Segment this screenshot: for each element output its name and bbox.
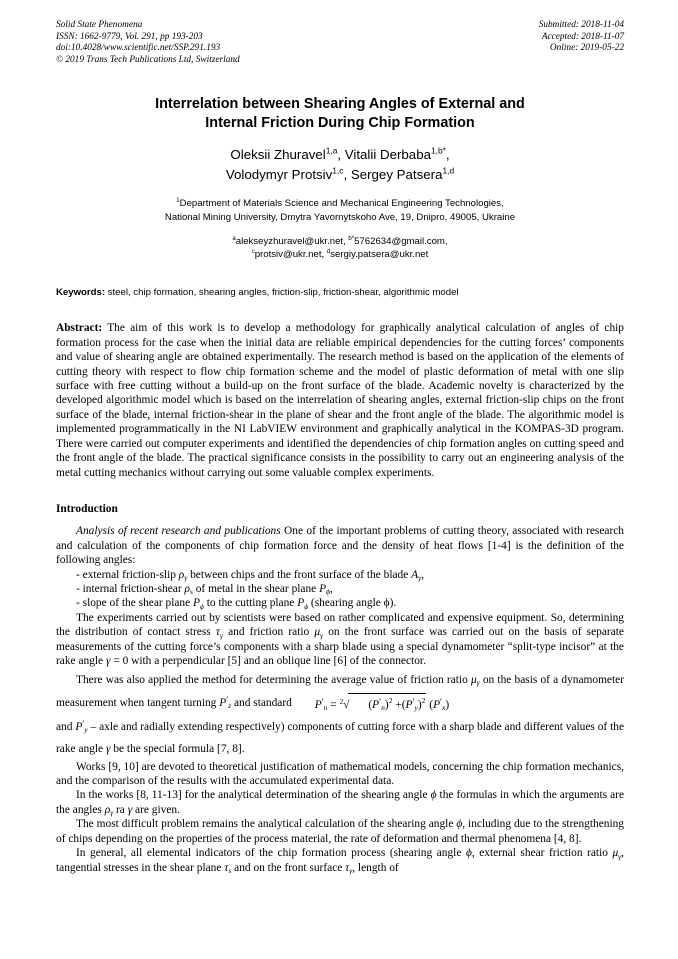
math-subscript: γ	[219, 630, 223, 640]
paragraph-works: Works [9, 10] are devoted to theoretical justification of mathematical models, concerning the chip formation mechanics, and the comparison of the results with the accumulated experimental data.	[56, 760, 624, 788]
formula-term-subscript: n	[381, 703, 385, 713]
math-symbol: A	[411, 568, 419, 581]
bullet-text-mid: of metal in the shear plane	[192, 582, 320, 595]
journal-copyright: © 2019 Trans Tech Publications Ltd, Switzerland	[56, 54, 240, 65]
paragraph-text: The most difficult problem remains the analytical calculation of the shearing angle	[76, 818, 457, 831]
math-subscript: ϕ	[326, 587, 330, 597]
paragraph-text: – axle and radially extending respectively) components of cutting force with a sharp blade and different values of the rake angle	[56, 720, 624, 755]
author-affil-marker: 1,c	[332, 165, 344, 176]
author-affil-marker: 1,a	[325, 145, 338, 156]
page-title	[56, 95, 624, 133]
math-subscript: s	[228, 866, 232, 876]
formula-lhs-symbol: P	[314, 698, 322, 711]
accepted-date: Accepted: 2018-11-07	[541, 31, 624, 42]
keywords-label: Keywords:	[56, 287, 106, 299]
formula-term-symbol: P	[372, 698, 380, 711]
math-symbol-tau: τ	[224, 861, 229, 874]
journal-issn-volume: ISSN: 1662-9779, Vol. 291, pp 193-203	[56, 31, 203, 42]
section-heading-introduction: Introduction	[56, 503, 118, 516]
math-symbol-gamma: γ	[127, 803, 133, 816]
paragraph-text: on the basis of a dynamometer measurement when tangent turning	[56, 673, 624, 709]
email-address[interactable]: 5762634@gmail.com,	[354, 235, 448, 247]
formula-tail-subscript: x	[442, 703, 446, 713]
math-symbol-py: P	[75, 720, 83, 733]
online-date: Online: 2019-05-22	[549, 43, 624, 54]
author-line-1	[56, 145, 624, 165]
math-symbol-mu: μ	[612, 847, 619, 860]
paragraph-analysis	[56, 524, 624, 567]
journal-header-right	[539, 20, 624, 55]
affiliation-line-1	[56, 197, 624, 210]
author-name: Oleksii Zhuravel	[230, 147, 326, 163]
author-separator: ,	[343, 166, 351, 182]
paragraph-formula-continuation	[56, 716, 624, 760]
submitted-date: Submitted: 2018-11-04	[538, 20, 624, 30]
math-subscript: y	[84, 725, 88, 735]
affiliation-marker: 1	[176, 198, 180, 205]
bullet-text-post: ,	[329, 582, 333, 595]
math-subscript: s	[189, 587, 193, 597]
math-subscript: z	[228, 701, 232, 711]
paragraph-most-difficult	[56, 817, 624, 846]
math-symbol: ρ	[184, 582, 190, 595]
email-address[interactable]: alekseyzhuravel@ukr.net,	[235, 235, 349, 247]
abstract-text: The aim of this work is to develop a methodology for graphically analytical calculation of angles of chip formation process for the case when the initial data are reliable empirical dependencies for the cutting forces’ components and value of shearing angle are obtained experimentally. The research method is based on the application of the elements of cutting theory with respect to flow chip formation scheme and the model of plastic deformation of metal with one slip surface with free cutting without a build-up on the front surface of the blade. Academic novelty is characterized by the developed algorithmic model which is based on the interrelation of shearing angles, external friction-slip chips on the front surface of the blade, internal friction-shear in the plane of shear and the front angle of the blade. The algorithmic model is implemented programmatically in the NI LabVIEW environment and graphically analytical in the KOMPAS-3D program. There were carried out computer experiments and identified the dependencies of chip formation angles on cutting speed and the front angle of the blade. The practical significance consists in the possibility to carry out an engineering analysis of the metal cutting mechanics without carrying out some valuable complex experiments.	[56, 322, 624, 479]
paragraph-text: There was also applied the method for determining the average value of friction ratio	[76, 673, 471, 686]
paragraph-text: , tangential stresses in the shear plane	[56, 847, 624, 874]
list-item	[56, 582, 624, 596]
paragraph-text: on the front surface was carried out on the basis of separate measurements of the cutting force’s components with a sharp blade using a special dynamometer “split-type incisor” at the rake angle	[56, 626, 624, 668]
math-symbol-phi: ϕ	[465, 847, 472, 860]
subsection-italic-lead: Analysis of recent research and publications	[76, 525, 281, 538]
prime-mark: ′	[226, 694, 229, 705]
paragraph-text: , length of	[352, 861, 399, 874]
formula-tail-symbol: P	[433, 698, 441, 711]
paragraph-text: ra	[113, 803, 128, 816]
math-subscript: γ	[184, 573, 188, 583]
author-name: Vitalii Derbaba	[344, 147, 431, 163]
paragraph-experiments	[56, 611, 624, 669]
paragraph-text: be the special formula [7, 8].	[110, 742, 245, 755]
bullet-text-pre: - internal friction-shear	[76, 582, 185, 595]
formula-equals: =	[327, 698, 340, 711]
math-symbol-mu: μ	[314, 626, 321, 639]
author-affil-marker: 1,b*	[431, 145, 446, 156]
email-line-1	[56, 235, 624, 248]
paragraph-text: and friction ratio	[222, 626, 315, 639]
math-symbol: ρ	[178, 568, 185, 581]
prime-mark: ′	[412, 696, 415, 707]
prime-mark: ′	[440, 696, 443, 707]
root-index: 2	[339, 697, 344, 706]
affiliation	[56, 197, 624, 223]
math-subscript: ϕ	[304, 601, 309, 611]
paragraph-friction-ratio-formula	[56, 669, 624, 716]
author-separator: ,	[337, 147, 345, 163]
prime-mark: ′	[321, 696, 324, 707]
paragraph-text: and standard	[231, 696, 295, 709]
math-symbol: P	[297, 597, 305, 610]
bullet-text-post: ,	[421, 568, 424, 581]
bullet-text-pre: - external friction-slip	[76, 568, 179, 581]
paragraph-text: are given.	[132, 803, 180, 816]
paragraph-text: The experiments carried out by scientists were based on rather complicated and expensive equipment. So, determining the distribution of contact stress	[56, 611, 624, 639]
math-symbol-phi: ϕ	[456, 818, 463, 831]
paragraph-text: , including due to the strengthening of chips depending on the properties of the process material, the rate of deformation and thermal phenomena [4, 8].	[56, 818, 624, 845]
math-subscript: γ	[110, 808, 114, 818]
formula-exponent: 2	[388, 695, 393, 705]
paragraph-text: In general, all elemental indicators of the chip formation process (shearing angle	[76, 847, 466, 860]
author-name: Volodymyr Protsiv	[225, 166, 333, 182]
math-symbol-gamma: γ	[105, 655, 111, 668]
affiliation-department: Department of Materials Science and Mechanical Engineering Technologies,	[179, 198, 504, 210]
email-marker-c: c	[251, 248, 255, 255]
bullet-text-post: (shearing angle ϕ).	[308, 597, 397, 610]
email-address[interactable]: protsiv@ukr.net,	[254, 248, 327, 260]
affiliation-line-2: National Mining University, Dmytra Yavornytskoho Ave, 19, Dnipro, 49005, Ukraine	[164, 211, 516, 223]
paragraph-text: the formulas in which the arguments are the angles	[56, 789, 624, 816]
formula-term-symbol: P	[405, 698, 413, 711]
journal-header-left	[56, 20, 240, 66]
email-marker-b: b*	[348, 235, 355, 242]
title-line-2: Internal Friction During Chip Formation	[205, 115, 475, 132]
bullet-text-mid: to the cutting plane	[203, 597, 298, 610]
email-address[interactable]: sergiy.patsera@ukr.net	[330, 248, 429, 260]
author-line-2	[56, 165, 624, 185]
math-symbol-tau: τ	[345, 861, 350, 874]
journal-header	[56, 20, 624, 66]
email-line-2	[56, 248, 624, 261]
author-affil-marker: 1,d	[442, 165, 455, 176]
paragraph-text: = 0 with a perpendicular [5] and an oblique line [6] of the connector.	[110, 655, 426, 668]
math-symbol: P	[193, 597, 200, 610]
radical-sign: √	[343, 698, 350, 711]
author-list	[56, 145, 624, 184]
math-symbol-rho: ρ	[104, 803, 111, 816]
paragraph-elemental-indicators	[56, 846, 624, 875]
email-marker-a: a	[232, 235, 236, 242]
author-emails	[56, 235, 624, 261]
paragraph-text: , external shear friction ratio	[471, 847, 613, 860]
author-name: Sergey Patsera	[350, 166, 443, 182]
journal-name: Solid State Phenomena	[56, 20, 143, 30]
bullet-text-pre: - slope of the shear plane	[76, 597, 194, 610]
paragraph-text: In the works [8, 11-13] for the analytical determination of the shearing angle	[76, 789, 431, 802]
journal-doi: doi:10.4028/www.scientific.net/SSP.291.193	[56, 43, 221, 54]
email-marker-d: d	[326, 248, 331, 255]
paragraph-text: One of the important problems of cutting theory, associated with research and calculation of the components of chip formation force and the density of heat flows [1-4] is the definition of the following angles:	[56, 525, 625, 567]
formula-exponent: 2	[421, 695, 426, 705]
keywords-value: steel, chip formation, shearing angles, friction-slip, friction-shear, algorithmic model	[105, 287, 459, 299]
author-separator: ,	[445, 147, 450, 163]
radicand: $(P'_n)^2 +(P'_y)^2$	[348, 693, 426, 716]
math-symbol-tau: τ	[215, 626, 220, 639]
bullet-text-mid: between chips and the front surface of the blade	[187, 568, 412, 581]
math-symbol-pz: P	[219, 696, 227, 709]
formula-term-subscript: y	[414, 703, 418, 713]
prime-mark: ′	[82, 718, 85, 729]
prime-mark: ′	[379, 696, 382, 707]
math-symbol-gamma: γ	[105, 742, 111, 755]
list-item	[56, 596, 624, 610]
paragraph-text: and on the front surface	[231, 861, 346, 874]
math-subscript: γ	[618, 851, 622, 861]
math-symbol-phi: ϕ	[430, 789, 437, 802]
math-subscript: γ	[418, 573, 422, 583]
math-symbol: P	[319, 582, 327, 595]
math-subscript: γ	[476, 678, 480, 688]
abstract	[56, 321, 624, 480]
math-subscript: γ	[349, 866, 353, 876]
title-line-1: Interrelation between Shearing Angles of External and	[155, 96, 525, 113]
formula-plus: +	[395, 698, 402, 711]
formula-lhs-subscript: n	[323, 703, 328, 713]
list-item	[56, 568, 624, 582]
keywords	[56, 286, 624, 299]
math-subscript: ϕ	[200, 601, 204, 611]
paragraph-text: and	[56, 720, 76, 733]
math-symbol-mu: μ	[470, 673, 477, 686]
math-subscript: γ	[320, 630, 324, 640]
formula-standard-force: $P'_n = ^2√$ $(P'_n)^2 +(P'_y)^2$ $(P'_x)$	[295, 691, 449, 716]
abstract-label: Abstract:	[56, 322, 103, 335]
paragraph-analytical-determination	[56, 788, 624, 817]
